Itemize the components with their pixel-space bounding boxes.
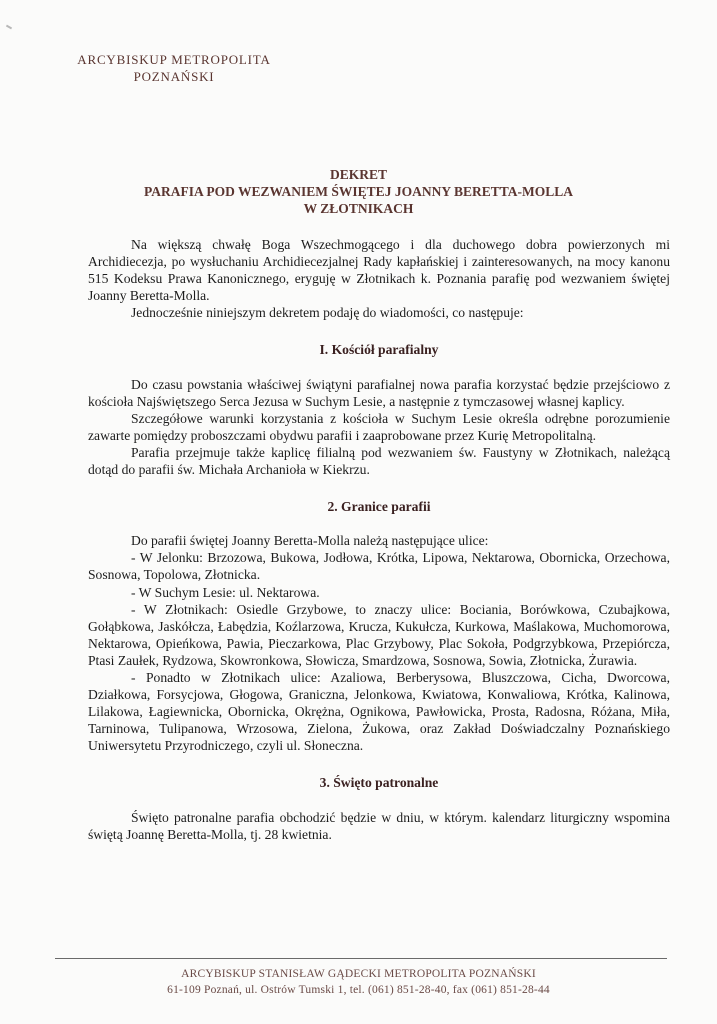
scan-mark bbox=[6, 25, 12, 30]
section-1-heading: I. Kościół parafialny bbox=[319, 342, 439, 358]
letterhead-line-1: ARCYBISKUP METROPOLITA bbox=[77, 52, 271, 67]
title-line-1: DEKRET bbox=[329, 167, 387, 182]
decree-title bbox=[0, 166, 717, 217]
section-2-paragraph-3: - W Suchym Lesie: ul. Nektarowa. bbox=[131, 584, 320, 600]
section-3-heading: 3. Święto patronalne bbox=[319, 775, 439, 791]
footer-divider bbox=[55, 958, 667, 959]
footer-line-1: ARCYBISKUP STANISŁAW GĄDECKI METROPOLITA POZNAŃSKI bbox=[181, 968, 536, 980]
section-2-paragraph-5: - Ponadto w Złotnikach ulice: Azaliowa, Berberysowa, Bluszczowa, Cicha, Dworcowa, Działkowa, Forsycjowa, Głogowa, Graniczna, Jelonkowa, Kwiatowa, Konwaliowa, Krótka, Kalinowa, Lilakowa, Łagiewnicka, Obornicka, Okrężna, Ognikowa, Pawłowicka, Prosta, Radosna, Różana, Miła, Tarninowa, Tulipanowa, Wrzosowa, Zielona, Żukowa, oraz Zakład Doświadczalny Poznańskiego Uniwersytetu Przyrodniczego, czyli ul. Słoneczna. bbox=[88, 669, 670, 754]
footer-line-2: 61-109 Poznań, ul. Ostrów Tumski 1, tel. (061) 851-28-40, fax (061) 851-28-44 bbox=[167, 984, 550, 996]
letterhead-line-2: POZNAŃSKI bbox=[133, 69, 215, 84]
section-1-paragraph-3: Parafia przejmuje także kaplicę filialną pod wezwaniem św. Faustyny w Złotnikach, należącą dotąd do parafii św. Michała Archanioła w Kiekrzu. bbox=[88, 444, 670, 478]
intro-paragraph-2: Jednocześnie niniejszym dekretem podaję do wiadomości, co następuje: bbox=[131, 305, 524, 321]
title-line-2: PARAFIA POD WEZWANIEM ŚWIĘTEJ JOANNY BERETTA-MOLLA bbox=[144, 184, 573, 199]
section-3-paragraph-1: Święto patronalne parafia obchodzić będzie w dniu, w którym. kalendarz liturgiczny wspomina świętą Joannę Beretta-Molla, tj. 28 kwietnia. bbox=[88, 809, 670, 842]
letterhead bbox=[62, 51, 286, 85]
section-2-heading: 2. Granice parafii bbox=[327, 499, 431, 515]
decree-body bbox=[88, 236, 670, 843]
intro-paragraph-1: Na większą chwałę Boga Wszechmogącego i dla duchowego dobra powierzonych mi Archidiecezja, po wysłuchaniu Archidiecezjalnej Rady kapłańskiej i zainteresowanych, na mocy kanonu 515 Kodeksu Prawa Kanonicznego, eryguję w Złotnikach k. Poznania parafię pod wezwaniem świętej Joanny Beretta-Molla. bbox=[88, 237, 670, 304]
section-2-paragraph-4: - W Złotnikach: Osiedle Grzybowe, to znaczy ulice: Bociania, Borówkowa, Czubajkowa, Gołąbkowa, Jaskółcza, Łabędzia, Koźlarzowa, Krucza, Kukułcza, Kurkowa, Maślakowa, Muchomorowa, Nektarowa, Opieńkowa, Pawia, Pieczarkowa, Plac Grzybowy, Plac Sokoła, Podgrzybkowa, Przepiórcza, Ptasi Zaułek, Rydzowa, Skowronkowa, Słowicza, Smardzowa, Sosnowa, Sowia, Złotnicka, Żurawia. bbox=[88, 601, 670, 668]
section-1-paragraph-2: Szczegółowe warunki korzystania z kościoła w Suchym Lesie określa odrębne porozumienie zawarte pomiędzy proboszczami obydwu parafii i zaaprobowane przez Kurię Metropolitalną. bbox=[88, 410, 670, 443]
section-2-paragraph-1: Do parafii świętej Joanny Beretta-Molla należą następujące ulice: bbox=[131, 533, 489, 549]
section-2-paragraph-2: - W Jelonku: Brzozowa, Bukowa, Jodłowa, Krótka, Lipowa, Nektarowa, Obornicka, Orzechowa, Sosnowa, Topolowa, Złotnicka. bbox=[88, 550, 670, 583]
footer bbox=[0, 966, 717, 998]
title-line-3: W ZŁOTNIKACH bbox=[303, 201, 414, 216]
section-1-paragraph-1: Do czasu powstania właściwej świątyni parafialnej nowa parafia korzystać będzie przejściowo z kościoła Najświętszego Serca Jezusa w Suchym Lesie, a następnie z tymczasowej własnej kaplicy. bbox=[88, 376, 670, 409]
